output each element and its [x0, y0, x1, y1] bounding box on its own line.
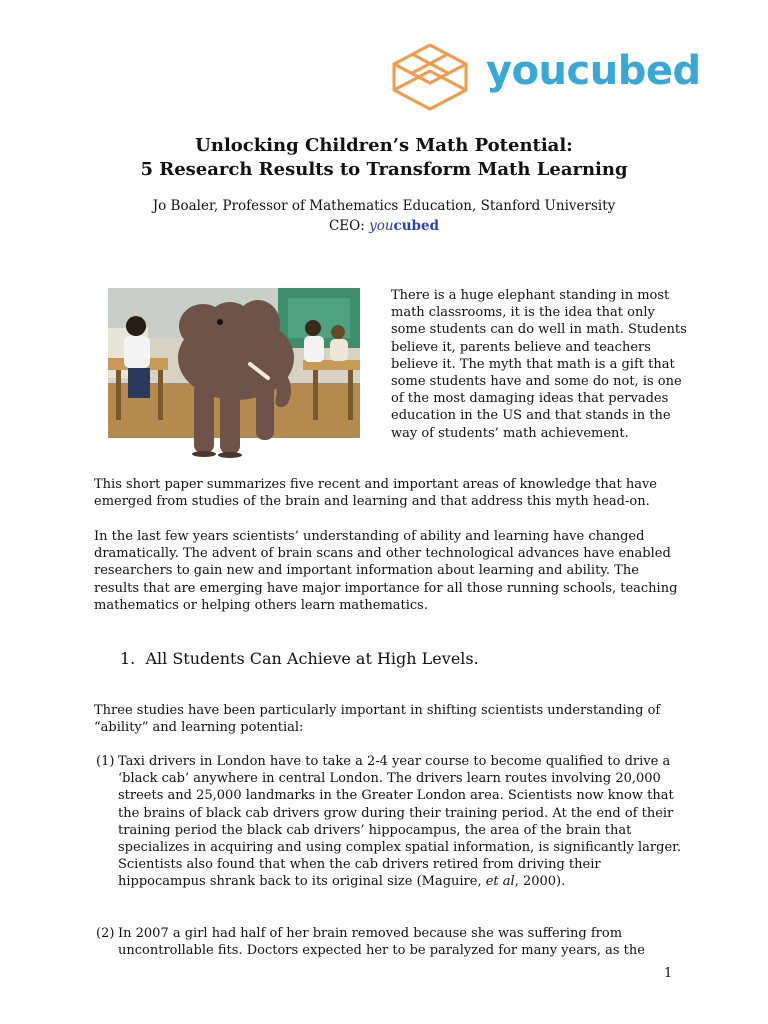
list-item-number: (2) — [96, 926, 115, 941]
page-number: 1 — [664, 966, 673, 981]
youcubed-logo — [390, 42, 701, 112]
document-title — [0, 134, 768, 182]
ceo-brand: youcubed — [369, 218, 440, 234]
list-item-text: In 2007 a girl had half of her brain removed because she was suffering from uncontrollable fits. Doctors expected her to be paralyzed for many years, as the — [118, 926, 645, 959]
context-paragraph: In the last few years scientists’ understanding of ability and learning have changed dramatically. The advent of brain scans and other technological advances have enabled researchers to gain new and important information about learning and ability. The results that are emerging have major importance for all those running schools, teaching mathematics or helping others learn mathematics. — [94, 529, 678, 613]
ceo-line — [0, 216, 768, 236]
ceo-label: CEO: — [328, 218, 370, 234]
list-item — [96, 925, 686, 959]
section-number: 1. — [120, 649, 136, 668]
author-line: Jo Boaler, Professor of Mathematics Education, Stanford University — [152, 198, 616, 214]
list-item-text: Taxi drivers in London have to take a 2-4 year course to become qualified to drive a ‘black cab’ anywhere in central London. The drivers learn routes involving 20,000 streets and 25,000 landmarks in the Greater London area. Scientists now know that the brains of black cab drivers grow during their training period. At the end of their training period the black cab drivers’ hippocampus, the area of the brain that specializes in acquiring and using complex spatial information, is significantly larger. Scientists also found that when the cab drivers retired from driving their hippocampus shrank back to its original size (Maguire, et al, 2000). — [118, 754, 682, 890]
cube-logo-icon — [390, 42, 470, 112]
section-heading-1 — [120, 649, 479, 669]
elephant-classroom-photo — [108, 288, 360, 458]
title-line-2: 5 Research Results to Transform Math Learning — [140, 159, 628, 180]
list-item — [96, 753, 686, 891]
summary-paragraph: This short paper summarizes five recent and important areas of knowledge that have emerged from studies of the brain and learning and that address this myth head-on. — [94, 477, 657, 510]
logo-wordmark: youcubed — [486, 48, 701, 94]
intro-paragraph: There is a huge elephant standing in most math classrooms, it is the idea that only some students can do well in math. Students believe it, parents believe and teachers believe it. The myth that math is a gift that some students have and some do not, is one of the most damaging ideas that pervades education in the US and that stands in the way of students’ math achievement. — [391, 288, 687, 441]
author-block — [0, 196, 768, 236]
studies-intro-paragraph: Three studies have been particularly important in shifting scientists understanding of “ability” and learning potential: — [94, 703, 661, 736]
title-line-1: Unlocking Children’s Math Potential: — [195, 135, 573, 156]
photo-illustration — [108, 288, 360, 458]
list-item-number: (1) — [96, 754, 115, 769]
section-title: All Students Can Achieve at High Levels. — [145, 649, 479, 668]
